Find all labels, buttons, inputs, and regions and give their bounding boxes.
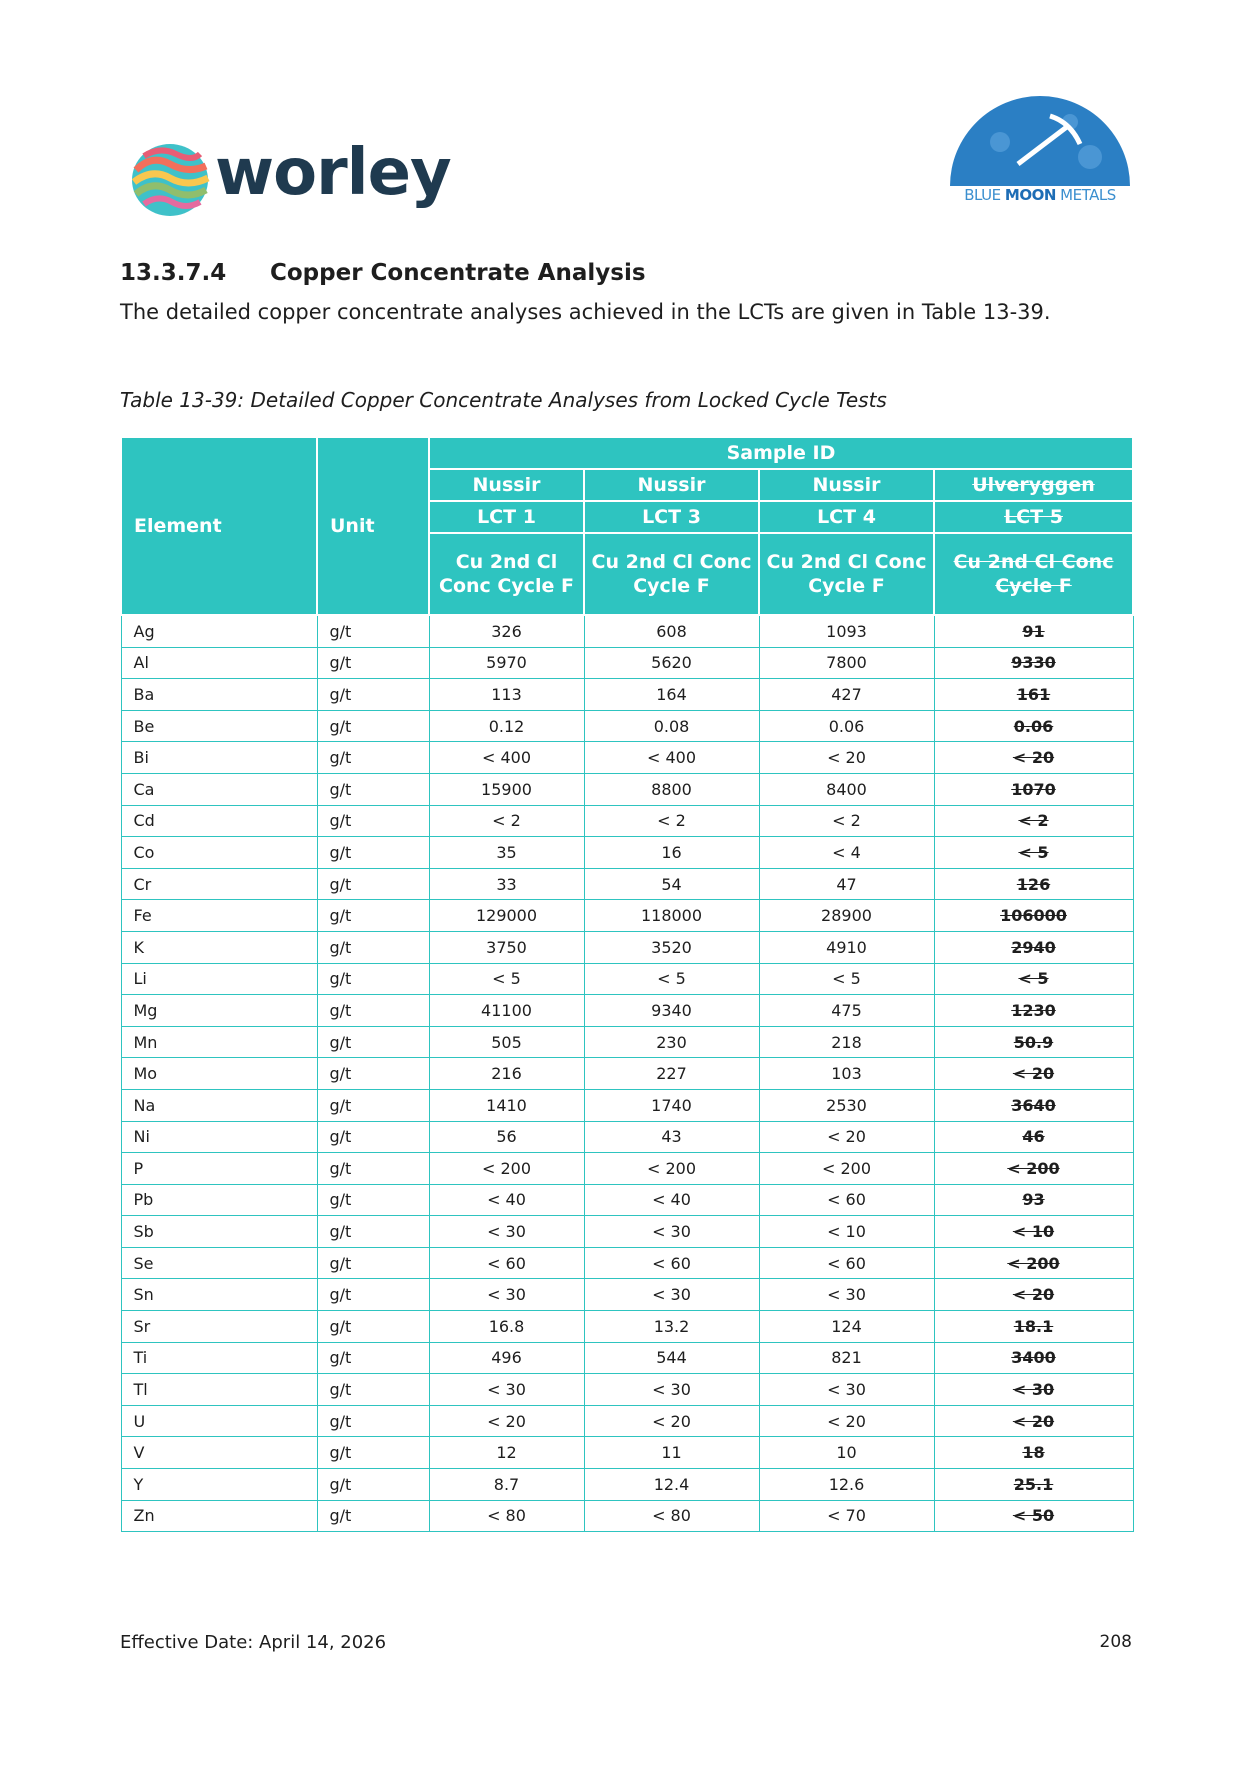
value-cell: 13.2 [584,1311,759,1343]
value-cell: 124 [759,1311,934,1343]
value-cell: 164 [584,679,759,711]
header-site: Nussir [584,469,759,501]
table-row [121,1437,1133,1469]
unit-cell: g/t [317,1437,429,1469]
element-cell: P [121,1153,317,1185]
brand-word-blue: BLUE [964,186,1001,204]
value-cell: 126 [934,868,1133,900]
element-cell: Co [121,837,317,869]
worley-wordmark: worley [215,136,451,210]
value-cell: 118000 [584,900,759,932]
value-cell: < 60 [759,1247,934,1279]
value-cell: < 2 [429,805,584,837]
header-site: Nussir [759,469,934,501]
value-cell: 7800 [759,647,934,679]
unit-cell: g/t [317,1469,429,1501]
section-heading [120,260,646,286]
value-cell: < 200 [934,1153,1133,1185]
value-cell: < 40 [584,1184,759,1216]
value-cell: < 80 [429,1500,584,1532]
value-cell: < 30 [584,1374,759,1406]
value-cell: < 200 [429,1153,584,1185]
value-cell: 230 [584,1026,759,1058]
value-cell: 427 [759,679,934,711]
value-cell: < 20 [934,1058,1133,1090]
element-cell: Ni [121,1121,317,1153]
table-row [121,1279,1133,1311]
table-row [121,868,1133,900]
value-cell: 16 [584,837,759,869]
value-cell: 15900 [429,773,584,805]
unit-cell: g/t [317,1121,429,1153]
value-cell: 56 [429,1121,584,1153]
element-cell: Mn [121,1026,317,1058]
value-cell: < 30 [934,1374,1133,1406]
element-cell: Sn [121,1279,317,1311]
header-site: Ulveryggen [934,469,1133,501]
value-cell: < 20 [934,1279,1133,1311]
value-cell: < 4 [759,837,934,869]
element-cell: Y [121,1469,317,1501]
value-cell: 1230 [934,995,1133,1027]
element-cell: Ag [121,615,317,647]
unit-cell: g/t [317,1405,429,1437]
value-cell: < 20 [429,1405,584,1437]
table-row [121,1216,1133,1248]
header-test: LCT 5 [934,501,1133,533]
value-cell: 103 [759,1058,934,1090]
table-row [121,1058,1133,1090]
value-cell: < 5 [934,837,1133,869]
unit-cell: g/t [317,963,429,995]
unit-cell: g/t [317,837,429,869]
value-cell: 12.6 [759,1469,934,1501]
unit-cell: g/t [317,1279,429,1311]
brand-word-moon: MOON [1004,186,1056,204]
value-cell: < 400 [429,742,584,774]
element-cell: Cd [121,805,317,837]
table-row [121,1405,1133,1437]
value-cell: < 5 [759,963,934,995]
unit-cell: g/t [317,710,429,742]
value-cell: < 5 [429,963,584,995]
value-cell: 505 [429,1026,584,1058]
value-cell: < 200 [759,1153,934,1185]
value-cell: < 30 [759,1374,934,1406]
value-cell: 1093 [759,615,934,647]
worley-logo [130,136,460,230]
value-cell: 5620 [584,647,759,679]
value-cell: < 20 [759,742,934,774]
value-cell: 0.12 [429,710,584,742]
table-row [121,679,1133,711]
value-cell: < 50 [934,1500,1133,1532]
value-cell: < 60 [584,1247,759,1279]
value-cell: < 60 [429,1247,584,1279]
value-cell: < 20 [759,1121,934,1153]
table-row [121,963,1133,995]
moon-pickaxe-icon [940,82,1140,186]
value-cell: 2530 [759,1089,934,1121]
unit-cell: g/t [317,1374,429,1406]
element-cell: U [121,1405,317,1437]
table-row [121,1121,1133,1153]
value-cell: 4910 [759,931,934,963]
value-cell: 1410 [429,1089,584,1121]
blue-moon-metals-wordmark [940,186,1140,204]
element-cell: Fe [121,900,317,932]
value-cell: 35 [429,837,584,869]
table-row [121,805,1133,837]
value-cell: 2940 [934,931,1133,963]
element-cell: Bi [121,742,317,774]
value-cell: < 60 [759,1184,934,1216]
value-cell: 3750 [429,931,584,963]
table-row [121,647,1133,679]
element-cell: Mo [121,1058,317,1090]
effective-date: Effective Date: April 14, 2026 [120,1632,387,1653]
element-cell: Li [121,963,317,995]
unit-cell: g/t [317,1058,429,1090]
value-cell: 9330 [934,647,1133,679]
header-test: LCT 1 [429,501,584,533]
unit-cell: g/t [317,1153,429,1185]
value-cell: < 2 [759,805,934,837]
value-cell: 227 [584,1058,759,1090]
value-cell: < 30 [759,1279,934,1311]
header-test: LCT 3 [584,501,759,533]
value-cell: < 2 [934,805,1133,837]
value-cell: < 5 [584,963,759,995]
value-cell: 496 [429,1342,584,1374]
element-cell: Be [121,710,317,742]
table-caption: Table 13-39: Detailed Copper Concentrate Analyses from Locked Cycle Tests [120,388,887,412]
unit-cell: g/t [317,1184,429,1216]
unit-cell: g/t [317,773,429,805]
element-cell: Pb [121,1184,317,1216]
table-row [121,1374,1133,1406]
value-cell: < 10 [934,1216,1133,1248]
value-cell: 8.7 [429,1469,584,1501]
value-cell: < 20 [934,1405,1133,1437]
unit-cell: g/t [317,615,429,647]
unit-cell: g/t [317,742,429,774]
table-row [121,1184,1133,1216]
table-row [121,837,1133,869]
value-cell: 1740 [584,1089,759,1121]
table-row [121,900,1133,932]
value-cell: 475 [759,995,934,1027]
value-cell: 18.1 [934,1311,1133,1343]
value-cell: < 200 [934,1247,1133,1279]
value-cell: < 80 [584,1500,759,1532]
value-cell: < 20 [584,1405,759,1437]
value-cell: < 40 [429,1184,584,1216]
value-cell: 0.08 [584,710,759,742]
value-cell: 16.8 [429,1311,584,1343]
value-cell: 10 [759,1437,934,1469]
table-row [121,773,1133,805]
value-cell: 93 [934,1184,1133,1216]
table-row [121,1153,1133,1185]
element-cell: Zn [121,1500,317,1532]
value-cell: 12.4 [584,1469,759,1501]
element-cell: Se [121,1247,317,1279]
header-description: Cu 2nd Cl Conc Cycle F [429,533,584,615]
unit-cell: g/t [317,868,429,900]
value-cell: 46 [934,1121,1133,1153]
copper-concentrate-table [120,436,1134,1532]
element-cell: Mg [121,995,317,1027]
table-row [121,615,1133,647]
section-paragraph: The detailed copper concentrate analyses achieved in the LCTs are given in Table 13-39. [120,300,1051,324]
unit-cell: g/t [317,1500,429,1532]
value-cell: 0.06 [934,710,1133,742]
brand-word-metals: METALS [1060,186,1116,204]
value-cell: 106000 [934,900,1133,932]
table-row [121,1469,1133,1501]
value-cell: < 30 [429,1374,584,1406]
value-cell: 47 [759,868,934,900]
table-header [121,437,1133,615]
value-cell: 50.9 [934,1026,1133,1058]
element-cell: Sb [121,1216,317,1248]
unit-cell: g/t [317,931,429,963]
element-cell: Cr [121,868,317,900]
unit-cell: g/t [317,1089,429,1121]
value-cell: 0.06 [759,710,934,742]
value-cell: 3520 [584,931,759,963]
value-cell: 41100 [429,995,584,1027]
value-cell: 25.1 [934,1469,1133,1501]
element-cell: Ba [121,679,317,711]
value-cell: 3640 [934,1089,1133,1121]
element-cell: K [121,931,317,963]
table-row [121,1311,1133,1343]
table-row [121,710,1133,742]
header-description: Cu 2nd Cl Conc Cycle F [759,533,934,615]
header-site: Nussir [429,469,584,501]
unit-cell: g/t [317,1026,429,1058]
value-cell: 28900 [759,900,934,932]
value-cell: 608 [584,615,759,647]
value-cell: < 30 [584,1216,759,1248]
header-sample-id: Sample ID [429,437,1133,469]
value-cell: < 30 [429,1216,584,1248]
table-row [121,1026,1133,1058]
value-cell: 54 [584,868,759,900]
value-cell: < 70 [759,1500,934,1532]
section-number: 13.3.7.4 [120,260,227,286]
unit-cell: g/t [317,1311,429,1343]
table-row [121,1247,1133,1279]
table-row [121,1500,1133,1532]
element-cell: Ti [121,1342,317,1374]
unit-cell: g/t [317,900,429,932]
value-cell: 216 [429,1058,584,1090]
unit-cell: g/t [317,647,429,679]
value-cell: 821 [759,1342,934,1374]
unit-cell: g/t [317,995,429,1027]
header-unit: Unit [317,437,429,615]
unit-cell: g/t [317,805,429,837]
value-cell: 218 [759,1026,934,1058]
element-cell: Na [121,1089,317,1121]
element-cell: Al [121,647,317,679]
table-row [121,1089,1133,1121]
value-cell: 5970 [429,647,584,679]
value-cell: < 30 [584,1279,759,1311]
value-cell: 3400 [934,1342,1133,1374]
value-cell: < 10 [759,1216,934,1248]
value-cell: 8800 [584,773,759,805]
value-cell: < 200 [584,1153,759,1185]
header-element: Element [121,437,317,615]
element-cell: V [121,1437,317,1469]
table-row [121,1342,1133,1374]
value-cell: 11 [584,1437,759,1469]
value-cell: 33 [429,868,584,900]
element-cell: Ca [121,773,317,805]
table-body [121,615,1133,1532]
value-cell: 544 [584,1342,759,1374]
value-cell: 9340 [584,995,759,1027]
value-cell: < 20 [934,742,1133,774]
element-cell: Sr [121,1311,317,1343]
table-row [121,995,1133,1027]
value-cell: 129000 [429,900,584,932]
value-cell: 12 [429,1437,584,1469]
value-cell: 326 [429,615,584,647]
value-cell: 43 [584,1121,759,1153]
value-cell: 8400 [759,773,934,805]
header-description: Cu 2nd Cl Conc Cycle F [584,533,759,615]
header-description: Cu 2nd Cl Conc Cycle F [934,533,1133,615]
header-test: LCT 4 [759,501,934,533]
value-cell: < 400 [584,742,759,774]
table-row [121,742,1133,774]
value-cell: < 20 [759,1405,934,1437]
value-cell: < 2 [584,805,759,837]
unit-cell: g/t [317,679,429,711]
value-cell: 18 [934,1437,1133,1469]
unit-cell: g/t [317,1216,429,1248]
element-cell: Tl [121,1374,317,1406]
value-cell: < 5 [934,963,1133,995]
section-title: Copper Concentrate Analysis [270,260,646,286]
value-cell: 1070 [934,773,1133,805]
value-cell: < 30 [429,1279,584,1311]
unit-cell: g/t [317,1247,429,1279]
value-cell: 161 [934,679,1133,711]
blue-moon-metals-logo [940,82,1150,210]
page-number: 208 [1099,1632,1132,1652]
value-cell: 113 [429,679,584,711]
unit-cell: g/t [317,1342,429,1374]
worley-swirl-icon [130,140,210,220]
table-row [121,931,1133,963]
value-cell: 91 [934,615,1133,647]
